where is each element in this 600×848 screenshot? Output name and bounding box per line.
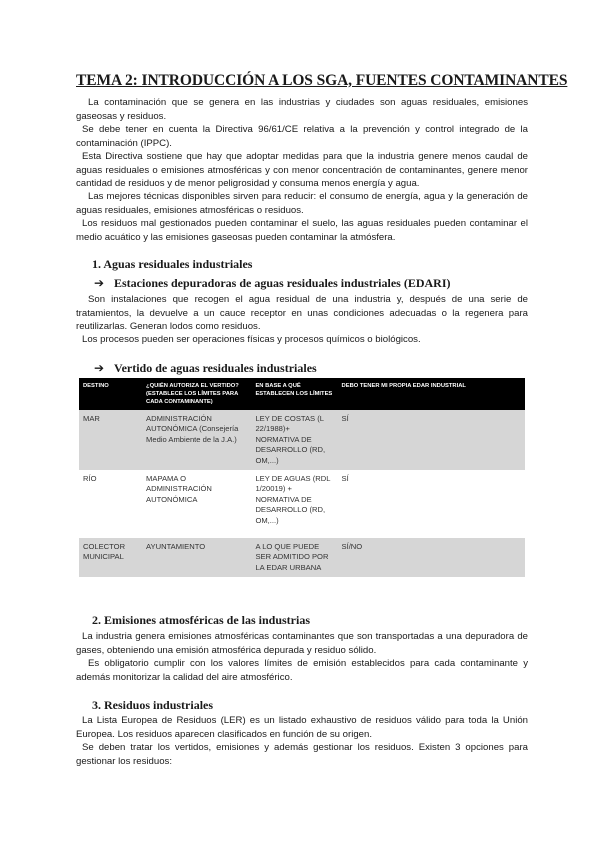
table-cell: MAPAMA O ADMINISTRACIÓN AUTONÓMICA — [142, 470, 251, 538]
table-cell: SÍ — [338, 470, 525, 538]
intro-paragraph-5: Los residuos mal gestionados pueden contaminar el suelo, las aguas residuales pueden contaminar el medio acuático y las emisiones gaseosas pueden contaminar la atmósfera. — [76, 218, 528, 243]
intro-paragraph-3: Esta Directiva sostiene que hay que adoptar medidas para que la industria genere menos caudal de aguas residuales o emisiones atmosféricas y con menor concentración de contaminantes, genere menor cantidad de residuos y de menor peligrosidad y consuma menos energía y agua. — [76, 151, 528, 190]
waste-paragraph-1: La Lista Europea de Residuos (LER) es un listado exhaustivo de residuos válido para toda la Unión Europea. Los residuos aparecen clasificados en función de su origen. — [76, 715, 528, 740]
discharge-table — [79, 378, 525, 577]
table-cell: SÍ/NO — [338, 538, 525, 577]
table-header-cell: DESTINO — [79, 378, 142, 410]
table-cell: LEY DE AGUAS (RDL 1/20019) + NORMATIVA DE DESARROLLO (RD, OM,...) — [251, 470, 337, 538]
table-row — [79, 410, 525, 470]
section-1-subheading-vertido — [94, 361, 317, 376]
emissions-paragraph-2: Es obligatorio cumplir con los valores límites de emisión establecidos para cada contaminante y además monitorizar la calidad del aire atmosférico. — [76, 658, 528, 683]
table-cell: ADMINISTRACIÓN AUTONÓMICA (Consejería Medio Ambiente de la J.A.) — [142, 410, 251, 470]
section-3-heading: 3. Residuos industriales — [92, 698, 214, 712]
intro-paragraph-1: La contaminación que se genera en las industrias y ciudades son aguas residuales, emisiones gaseosas y residuos. — [76, 97, 528, 122]
intro-paragraph-4: Las mejores técnicas disponibles sirven para reducir: el consumo de energía, agua y la generación de aguas residuales, emisiones atmosféricas o residuos. — [76, 191, 528, 216]
table-header-cell: ¿QUIÉN AUTORIZA EL VERTIDO? (ESTABLECE LOS LÍMITES PARA CADA CONTAMINANTE) — [142, 378, 251, 410]
table-cell: AYUNTAMIENTO — [142, 538, 251, 577]
arrow-right-icon: ➔ — [94, 361, 105, 375]
edari-paragraph-1: Son instalaciones que recogen el agua residual de una industria y, después de una serie de tratamientos, la devuelve a un cauce receptor en unas condiciones adecuadas o la regenera para reutilizarlas. Generan lodos como residuos. — [76, 294, 528, 333]
table-row — [79, 470, 525, 538]
subheading-edari-text: Estaciones depuradoras de aguas residuales industriales (EDARI) — [114, 276, 451, 290]
section-1-heading: 1. Aguas residuales industriales — [92, 257, 253, 271]
table-header-row — [79, 378, 525, 410]
page-title: TEMA 2: INTRODUCCIÓN A LOS SGA, FUENTES CONTAMINANTES — [76, 72, 568, 89]
table-row — [79, 538, 525, 577]
emissions-paragraph-1: La industria genera emisiones atmosféricas contaminantes que son transportadas a una depuradora de gases, obteniendo una emisión atmosférica depurada y residuo sólido. — [76, 631, 528, 656]
table-header-cell: DEBO TENER MI PROPIA EDAR INDUSTRIAL — [338, 378, 525, 410]
waste-paragraph-2: Se deben tratar los vertidos, emisiones y además gestionar los residuos. Existen 3 opciones para gestionar los residuos: — [76, 742, 528, 767]
table-cell: A LO QUE PUEDE SER ADMITIDO POR LA EDAR URBANA — [251, 538, 337, 577]
arrow-right-icon: ➔ — [94, 276, 105, 290]
section-1-subheading-edari — [94, 276, 450, 291]
subheading-vertido-text: Vertido de aguas residuales industriales — [114, 361, 317, 375]
table-cell: SÍ — [338, 410, 525, 470]
section-2-heading: 2. Emisiones atmosféricas de las industrias — [92, 613, 311, 627]
edari-paragraph-2: Los procesos pueden ser operaciones físicas y procesos químicos o biológicos. — [82, 334, 421, 345]
table-cell: LEY DE COSTAS (L 22/1988)+ NORMATIVA DE DESARROLLO (RD, OM,...) — [251, 410, 337, 470]
table-cell: RÍO — [79, 470, 142, 538]
intro-paragraph-2: Se debe tener en cuenta la Directiva 96/61/CE relativa a la prevención y control integrado de la contaminación (IPPC). — [76, 124, 528, 149]
table-cell: COLECTOR MUNICIPAL — [79, 538, 142, 577]
table-header-cell: EN BASE A QUÉ ESTABLECEN LOS LÍMITES — [251, 378, 337, 410]
table-cell: MAR — [79, 410, 142, 470]
